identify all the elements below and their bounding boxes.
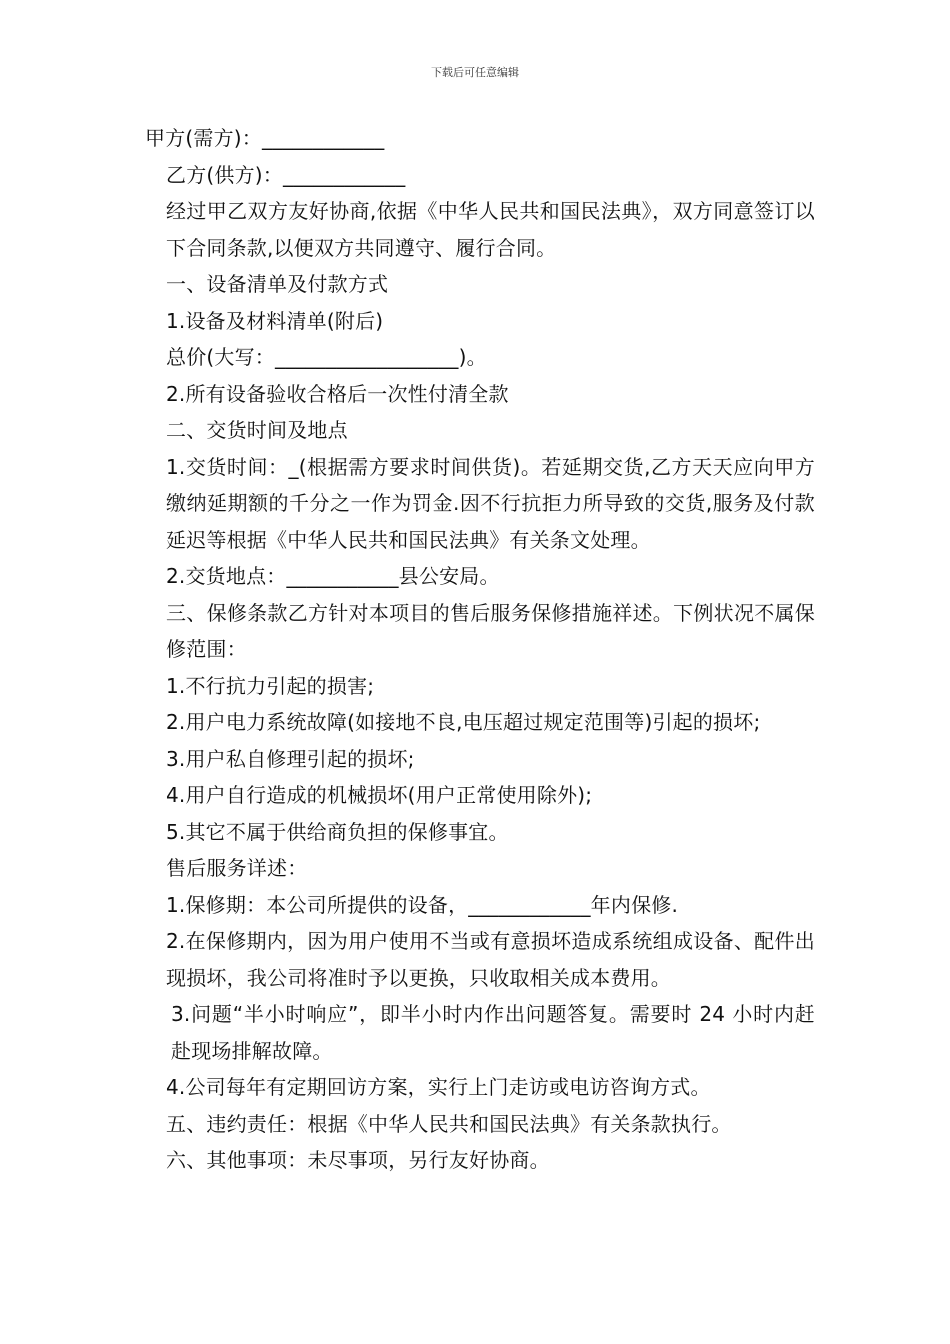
intro-paragraph: 经过甲乙双方友好协商,依据《中华人民共和国民法典》，双方同意签订以下合同条款,以便双方共同遵守、履行合同。 [166,199,815,260]
after-sales-item-3: 3.问题“半小时响应”，即半小时内作出问题答复。需要时 24 小时内赶赴现场排解故障。 [171,1002,815,1063]
section-6-line: 六、其他事项：未尽事项，另行友好协商。 [166,1148,550,1172]
contract-body [145,120,815,1179]
total-price-line: 总价(大写：__________________)。 [166,345,487,369]
exclusion-item-5: 5.其它不属于供给商负担的保修事宜。 [166,819,509,844]
after-sales-item-2: 2.在保修期内，因为用户使用不当或有意损坏造成系统组成设备、配件出现损坏，我公司将准时予以更换，只收取相关成本费用。 [166,929,815,990]
section-1-item-1: 1.设备及材料清单(附后) [166,308,384,333]
exclusion-item-3: 3.用户私自修理引起的损坏; [166,746,415,771]
delivery-time-paragraph: 1.交货时间：_(根据需方要求时间供货)。若延期交货,乙方天天应向甲方缴纳延期额的千分之一作为罚金.因不行抗拒力所导致的交货,服务及付款延迟等根据《中华人民共和国民法典》有关条文处理。 [166,454,815,552]
page-header-note: 下载后可任意编辑 [431,66,519,79]
section-1-item-2: 2.所有设备验收合格后一次性付清全款 [166,381,509,406]
after-sales-item-4: 4.公司每年有定期回访方案，实行上门走访或电访咨询方式。 [166,1075,711,1099]
after-sales-item-1: 1.保修期：本公司所提供的设备，____________年内保修. [166,892,679,917]
exclusion-item-1: 1.不行抗力引起的损害; [166,673,375,698]
delivery-place-line: 2.交货地点：___________县公安局。 [166,564,500,588]
party-a-line: 甲方(需方)：____________ [145,126,385,150]
section-1-heading: 一、设备清单及付款方式 [166,272,389,296]
section-2-heading: 二、交货时间及地点 [166,418,348,442]
party-b-line: 乙方(供方)：____________ [166,162,406,187]
after-sales-heading: 售后服务详述： [166,856,308,880]
section-3-heading: 三、保修条款乙方针对本项目的售后服务保修措施祥述。下例状况不属保修范围： [166,600,815,661]
exclusion-item-2: 2.用户电力系统故障(如接地不良,电压超过规定范围等)引起的损坏; [166,710,761,734]
exclusion-item-4: 4.用户自行造成的机械损坏(用户正常使用除外); [166,783,593,807]
section-5-line: 五、违约责任：根据《中华人民共和国民法典》有关条款执行。 [166,1111,732,1136]
